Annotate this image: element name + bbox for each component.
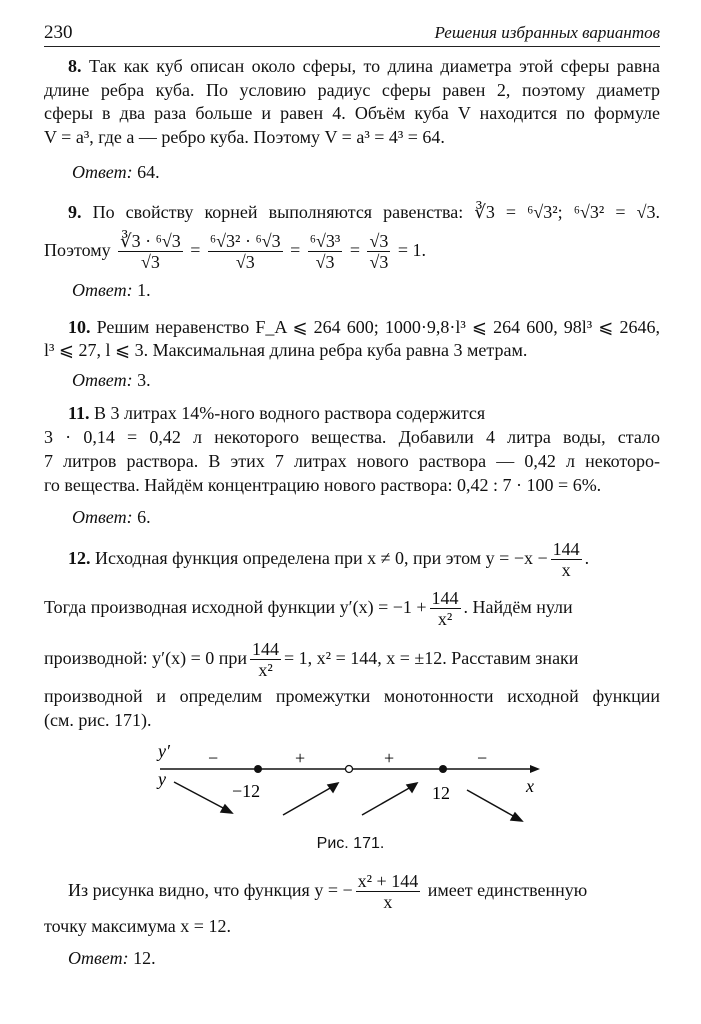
running-title: Решения избранных вариантов xyxy=(434,23,660,42)
point-12 xyxy=(439,765,447,773)
p9-line-1: 9. По свойству корней выполняются равенства: ∛3 = ⁶√3²; ⁶√3² = √3. xyxy=(68,202,660,222)
fraction: $\frac{√3}{√3}$ xyxy=(369,231,389,273)
p11-line-4: го вещества. Найдём концентрацию нового раствора: 0,42 : 7 · 100 = 6%. xyxy=(44,475,602,495)
p12-line-1: 12. Исходная функция определена при x ≠ 0, при этом y = −x − $\frac{144}{x}$ . xyxy=(68,539,590,581)
p12-line-7: точку максимума x = 12. xyxy=(44,916,231,936)
figure-caption: Рис. 171. xyxy=(316,835,385,852)
sign: + xyxy=(384,748,395,768)
point-zero-excluded xyxy=(346,766,353,773)
p12-line-6: Из рисунка видно, что функция y = − $\frac{\text{x² + 144}}{x}$ имеет единственную xyxy=(68,871,588,913)
axis-arrow-icon xyxy=(530,765,540,773)
decreasing-arrow-icon xyxy=(467,790,515,817)
increasing-arrow-icon xyxy=(283,787,332,815)
p10-line-1: 10. Решим неравенство F_A ⩽ 264 600; 1000·9,8·l³ ⩽ 264 600, 98l³ ⩽ 2646, xyxy=(68,317,661,337)
p8-line-1: 8. Так как куб описан около сферы, то длина диаметра этой сферы равна xyxy=(68,56,661,76)
increasing-arrow-icon xyxy=(362,787,411,815)
sign-chart-figure xyxy=(0,735,701,835)
axis-label: x xyxy=(526,776,534,796)
row-label-derivative: y′ xyxy=(158,741,170,761)
p11-line-2: 3 · 0,14 = 0,42 л некоторого вещества. Добавили 4 литра воды, стало xyxy=(44,427,660,447)
page-number: 230 xyxy=(44,22,73,43)
fraction: $\frac{\text{⁶√3² · ⁶√3}}{√3}$ xyxy=(209,231,281,273)
p12-answer: Ответ: 12. xyxy=(68,948,156,968)
p12-line-5: (см. рис. 171). xyxy=(44,710,152,730)
p11-line-1: 11. В 3 литрах 14%-ного водного раствора содержится xyxy=(68,403,486,423)
p8-line-4: V = a³, где a — ребро куба. Поэтому V = a³ = 4³ = 64. xyxy=(44,127,445,147)
p10-answer: Ответ: 3. xyxy=(72,370,151,390)
p8-line-3: сферы в два раза больше и равен 4. Объём куба V находится по формуле xyxy=(44,103,660,123)
p11-answer: Ответ: 6. xyxy=(72,507,151,527)
p12-line-2: Тогда производная исходной функции y′(x) = −1 + $\frac{144}{\text{x²}}$ . Найдём нули xyxy=(44,588,573,630)
sign: − xyxy=(208,748,219,768)
fraction: $\frac{\text{∛3 · ⁶√3}}{√3}$ xyxy=(120,231,181,273)
sign: − xyxy=(477,748,488,768)
point-label: −12 xyxy=(232,781,261,801)
row-label-function: y xyxy=(158,769,166,789)
point-label: 12 xyxy=(432,783,450,803)
decreasing-arrow-icon xyxy=(174,782,225,809)
p8-line-2: длине ребра куба. По условию радиус сферы равен 2, поэтому диаметр xyxy=(44,80,660,100)
point-minus-12 xyxy=(254,765,262,773)
fraction: $\frac{\text{⁶√3³}}{√3}$ xyxy=(309,231,341,273)
p11-line-3: 7 литров раствора. В этих 7 литрах нового раствора — 0,42 л некоторо- xyxy=(44,451,660,471)
p10-line-2: l³ ⩽ 27, l ⩽ 3. Максимальная длина ребра куба равна 3 метрам. xyxy=(44,340,528,360)
p12-line-4: производной и определим промежутки монотонности исходной функции xyxy=(44,686,660,706)
p12-line-3: производной: y′(x) = 0 при $\frac{144}{\text{x²}}$ = 1, x² = 144, x = ±12. Расставим знаки xyxy=(44,639,579,681)
p9-answer: Ответ: 1. xyxy=(72,280,151,300)
p9-formula: Поэтому $\frac{\text{∛3 · ⁶√3}}{√3}$ = $\frac{\text{⁶√3² · ⁶√3}}{√3}$ = $\frac{\text{⁶√3³}}{√3}$ = $\frac{√3}{√3}$ = 1. xyxy=(44,231,427,273)
p8-answer: Ответ: 64. xyxy=(72,162,160,182)
sign: + xyxy=(295,748,306,768)
page-header xyxy=(44,22,660,47)
